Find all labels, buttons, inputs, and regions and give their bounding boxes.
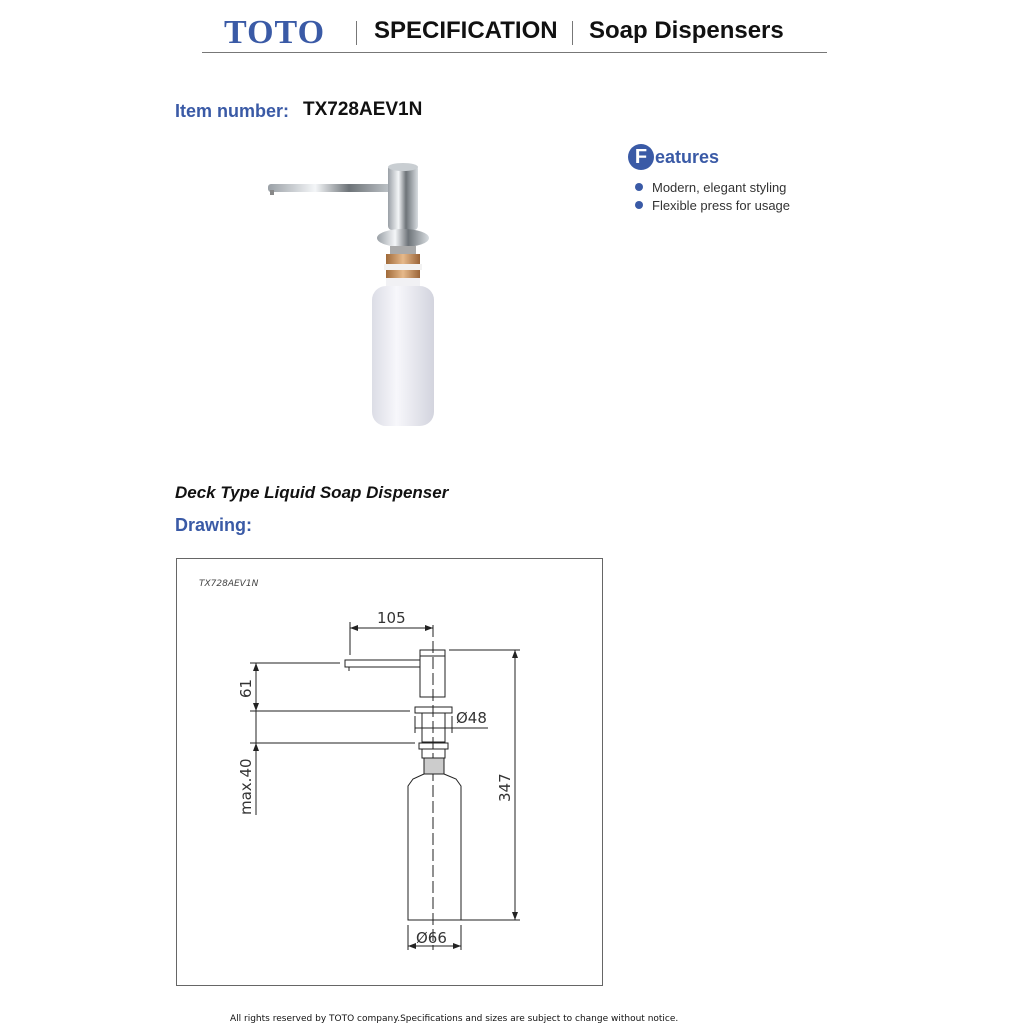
dim-spout-height: 61 xyxy=(237,678,255,698)
item-number-value: TX728AEV1N xyxy=(303,99,423,120)
drawing-label: Drawing: xyxy=(175,515,253,535)
header-category: Soap Dispensers xyxy=(589,17,784,44)
dim-spout-reach: 105 xyxy=(377,609,406,627)
product-name: Deck Type Liquid Soap Dispenser xyxy=(175,483,449,502)
features-title: eatures xyxy=(655,146,720,167)
toto-logo: TOTO xyxy=(224,14,326,51)
dim-bottle-diameter: Ø66 xyxy=(416,929,447,947)
item-number-label: Item number: xyxy=(175,101,290,121)
dim-deck-thickness: max.40 xyxy=(237,758,255,815)
feature-item: Flexible press for usage xyxy=(635,196,790,214)
header-section: SPECIFICATION xyxy=(374,17,558,44)
footer-notice: All rights reserved by TOTO company.Specifications and sizes are subject to change without notice. xyxy=(230,1014,679,1024)
dim-flange-diameter: Ø48 xyxy=(456,709,487,727)
dim-total-height: 347 xyxy=(496,773,514,802)
features-initial-badge: F xyxy=(628,144,654,170)
drawing-model-label: TX728AEV1N xyxy=(199,579,259,589)
feature-item: Modern, elegant styling xyxy=(635,178,790,196)
